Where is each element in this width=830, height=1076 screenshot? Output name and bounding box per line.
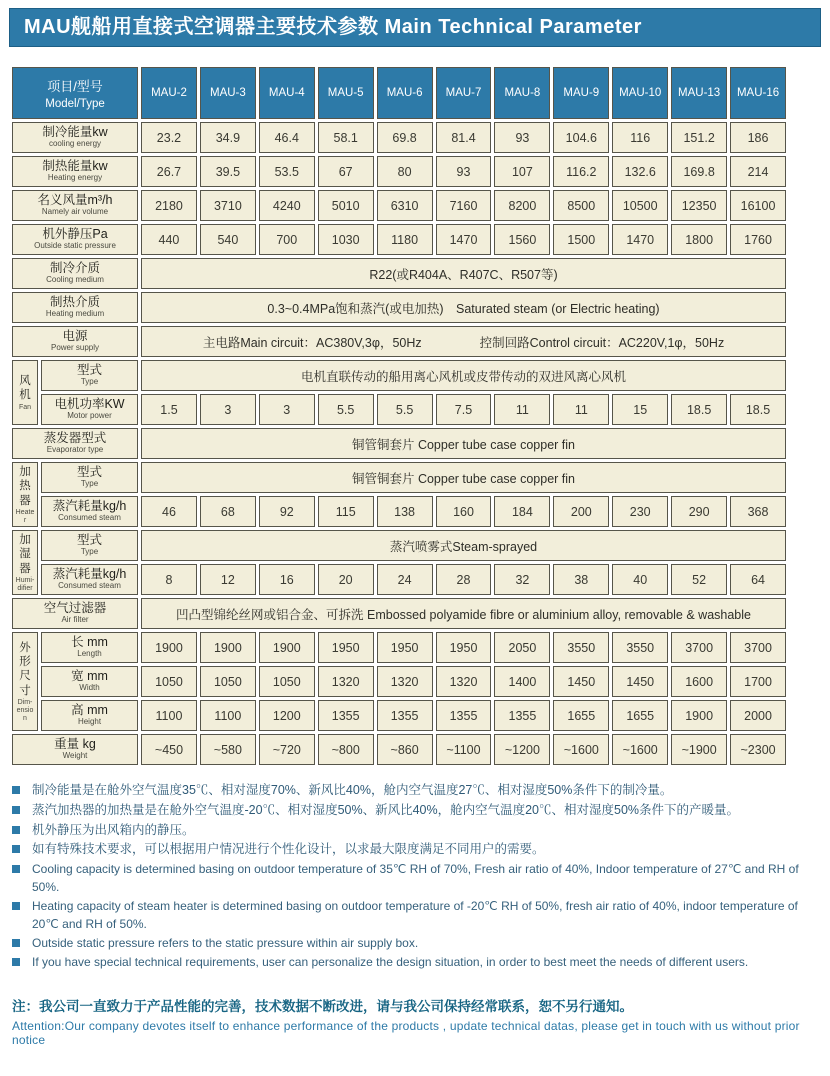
value-cell: 64 bbox=[730, 564, 786, 595]
table-row-heating-energy bbox=[12, 156, 786, 187]
value-cell: 1200 bbox=[259, 700, 315, 731]
row-label-zh: 蒸汽耗量kg/h bbox=[52, 499, 127, 514]
value-cell: 1355 bbox=[494, 700, 550, 731]
value-cell: 440 bbox=[141, 224, 197, 255]
value-cell: ~1200 bbox=[494, 734, 550, 765]
value-cell: 3 bbox=[259, 394, 315, 425]
row-label-zh: 制热能量kw bbox=[42, 159, 108, 174]
row-label-power-supply bbox=[12, 326, 138, 357]
value-cell: 16 bbox=[259, 564, 315, 595]
value-cell: ~2300 bbox=[730, 734, 786, 765]
value-cell: 1900 bbox=[200, 632, 256, 663]
table-row-cooling-medium bbox=[12, 258, 786, 289]
value-cell: 26.7 bbox=[141, 156, 197, 187]
footnote-item bbox=[9, 781, 821, 800]
value-cell: 10500 bbox=[612, 190, 668, 221]
value-cell: 290 bbox=[671, 496, 727, 527]
value-cell: 11 bbox=[494, 394, 550, 425]
value-cell: 1320 bbox=[318, 666, 374, 697]
row-label-fan-type bbox=[41, 360, 138, 391]
value-cell: 8500 bbox=[553, 190, 609, 221]
square-bullet-icon bbox=[12, 806, 20, 814]
value-cell: 1180 bbox=[377, 224, 433, 255]
model-header-mau8: MAU-8 bbox=[494, 67, 550, 119]
row-label-en: Type bbox=[80, 377, 99, 387]
value-cell: 81.4 bbox=[436, 122, 492, 153]
model-header-mau16: MAU-16 bbox=[730, 67, 786, 119]
value-cell: 1900 bbox=[141, 632, 197, 663]
power-supply-value bbox=[141, 326, 786, 357]
square-bullet-icon bbox=[12, 902, 20, 910]
evaporator-type-value: 铜管铜套片 Copper tube case copper fin bbox=[141, 428, 786, 459]
section-label-en: Humi-difier bbox=[15, 576, 35, 592]
value-cell: 32 bbox=[494, 564, 550, 595]
value-cell: 1355 bbox=[318, 700, 374, 731]
attention-note-zh: 注：我公司一直致力于产品性能的完善，技术数据不断改进，请与我公司保持经常联系，恕不另行通知。 bbox=[12, 999, 633, 1014]
row-label-static-pressure bbox=[12, 224, 138, 255]
footnote-text: Cooling capacity is determined basing on outdoor temperature of 35℃ RH of 70%, Fresh air ratio of 40%, Indoor temperature of 27℃ and RH of 50%. bbox=[32, 862, 799, 894]
square-bullet-icon bbox=[12, 786, 20, 794]
row-label-en: Power supply bbox=[50, 343, 100, 353]
value-cell: 11 bbox=[553, 394, 609, 425]
value-cell: 1.5 bbox=[141, 394, 197, 425]
value-cell: 23.2 bbox=[141, 122, 197, 153]
value-cell: 1050 bbox=[141, 666, 197, 697]
value-cell: 1500 bbox=[553, 224, 609, 255]
footnote-item bbox=[9, 801, 821, 820]
row-label-en: Namely air volume bbox=[41, 207, 109, 217]
row-label-en: Type bbox=[80, 479, 99, 489]
value-cell: 1950 bbox=[318, 632, 374, 663]
fan-type-value: 电机直联传动的船用离心风机或皮带传动的双进风离心风机 bbox=[141, 360, 786, 391]
footnote-text: Outside static pressure refers to the static pressure within air supply box. bbox=[32, 936, 419, 950]
row-label-zh: 蒸汽耗量kg/h bbox=[52, 567, 127, 582]
row-label-zh: 高 mm bbox=[71, 703, 108, 718]
page-title: MAU舰船用直接式空调器主要技术参数 Main Technical Parameter bbox=[9, 8, 821, 47]
footnote-item bbox=[9, 934, 821, 952]
row-label-width bbox=[41, 666, 138, 697]
model-header-mau3: MAU-3 bbox=[200, 67, 256, 119]
row-label-zh: 蒸发器型式 bbox=[43, 431, 107, 446]
footnote-item bbox=[9, 897, 821, 933]
value-cell: 1450 bbox=[612, 666, 668, 697]
row-label-cooling-medium bbox=[12, 258, 138, 289]
value-cell: ~580 bbox=[200, 734, 256, 765]
value-cell: 169.8 bbox=[671, 156, 727, 187]
row-label-zh: 重量 kg bbox=[54, 737, 96, 752]
value-cell: 5010 bbox=[318, 190, 374, 221]
value-cell: 1800 bbox=[671, 224, 727, 255]
value-cell: ~720 bbox=[259, 734, 315, 765]
section-label-heater bbox=[12, 462, 38, 527]
footnotes-list bbox=[9, 781, 821, 971]
value-cell: 3700 bbox=[730, 632, 786, 663]
row-label-humidifier-steam bbox=[41, 564, 138, 595]
footnote-item bbox=[9, 821, 821, 840]
model-header-mau6: MAU-6 bbox=[377, 67, 433, 119]
row-label-air-volume bbox=[12, 190, 138, 221]
model-header-mau13: MAU-13 bbox=[671, 67, 727, 119]
value-cell: 80 bbox=[377, 156, 433, 187]
value-cell: 1050 bbox=[200, 666, 256, 697]
section-label-zh: 加湿器 bbox=[19, 533, 31, 575]
value-cell: 1355 bbox=[436, 700, 492, 731]
value-cell: 186 bbox=[730, 122, 786, 153]
value-cell: 7.5 bbox=[436, 394, 492, 425]
row-label-zh: 名义风量m³/h bbox=[37, 193, 113, 208]
table-row-heater-type bbox=[12, 462, 786, 493]
table-row-evaporator-type bbox=[12, 428, 786, 459]
section-label-en: Fan bbox=[18, 403, 32, 411]
row-label-zh: 长 mm bbox=[71, 635, 108, 650]
row-label-cooling-energy bbox=[12, 122, 138, 153]
table-row-heater-steam bbox=[12, 496, 786, 527]
row-label-zh: 空气过滤器 bbox=[43, 601, 107, 616]
table-row-length bbox=[12, 632, 786, 663]
row-label-humidifier-type bbox=[41, 530, 138, 561]
value-cell: 1950 bbox=[377, 632, 433, 663]
value-cell: 1450 bbox=[553, 666, 609, 697]
value-cell: 1470 bbox=[436, 224, 492, 255]
model-header-mau2: MAU-2 bbox=[141, 67, 197, 119]
value-cell: 24 bbox=[377, 564, 433, 595]
value-cell: 540 bbox=[200, 224, 256, 255]
value-cell: 12 bbox=[200, 564, 256, 595]
value-cell: 52 bbox=[671, 564, 727, 595]
square-bullet-icon bbox=[12, 845, 20, 853]
row-label-evaporator-type bbox=[12, 428, 138, 459]
value-cell: 1655 bbox=[553, 700, 609, 731]
value-cell: 39.5 bbox=[200, 156, 256, 187]
row-label-zh: 电机功率KW bbox=[54, 397, 125, 412]
row-label-en: Consumed steam bbox=[58, 513, 121, 523]
value-cell: 93 bbox=[494, 122, 550, 153]
footnote-text: 蒸汽加热器的加热量是在舱外空气温度-20℃、相对湿度50%、新风比40%，舱内空气温度20℃、相对湿度50%条件下的产暖量。 bbox=[32, 802, 740, 817]
model-header-mau7: MAU-7 bbox=[436, 67, 492, 119]
value-cell: 138 bbox=[377, 496, 433, 527]
value-cell: 40 bbox=[612, 564, 668, 595]
row-label-en: Heating energy bbox=[47, 173, 103, 183]
value-cell: 1760 bbox=[730, 224, 786, 255]
value-cell: 15 bbox=[612, 394, 668, 425]
value-cell: 1030 bbox=[318, 224, 374, 255]
table-row-static-pressure bbox=[12, 224, 786, 255]
value-cell: ~1600 bbox=[612, 734, 668, 765]
value-cell: 38 bbox=[553, 564, 609, 595]
row-label-en: Motor power bbox=[67, 411, 112, 421]
value-cell: ~1100 bbox=[436, 734, 492, 765]
square-bullet-icon bbox=[12, 958, 20, 966]
row-label-zh: 型式 bbox=[77, 363, 103, 378]
attention-footer bbox=[12, 995, 821, 1047]
row-label-zh: 制冷能量kw bbox=[42, 125, 108, 140]
table-row-air-filter bbox=[12, 598, 786, 629]
value-cell: 5.5 bbox=[318, 394, 374, 425]
value-cell: 104.6 bbox=[553, 122, 609, 153]
value-cell: 1900 bbox=[671, 700, 727, 731]
value-cell: 68 bbox=[200, 496, 256, 527]
row-label-zh: 制热介质 bbox=[50, 295, 101, 310]
value-cell: ~1600 bbox=[553, 734, 609, 765]
row-label-en: cooling energy bbox=[48, 139, 102, 149]
footnote-text: 制冷能量是在舱外空气温度35℃、相对湿度70%、新风比40%，舱内空气温度27℃、相对湿度50%条件下的制冷量。 bbox=[32, 783, 673, 797]
value-cell: 116 bbox=[612, 122, 668, 153]
value-cell: 1950 bbox=[436, 632, 492, 663]
row-label-en: Length bbox=[77, 649, 102, 659]
table-row-motor-power bbox=[12, 394, 786, 425]
value-cell: 1655 bbox=[612, 700, 668, 731]
corner-label-en: Model/Type bbox=[45, 98, 105, 110]
heating-medium-value: 0.3~0.4MPa饱和蒸汽(或电加热) Saturated steam (or Electric heating) bbox=[141, 292, 786, 323]
section-label-fan bbox=[12, 360, 38, 425]
value-cell: 1320 bbox=[377, 666, 433, 697]
value-cell: 184 bbox=[494, 496, 550, 527]
row-label-en: Heating medium bbox=[45, 309, 105, 319]
row-label-height bbox=[41, 700, 138, 731]
row-label-zh: 制冷介质 bbox=[50, 261, 101, 276]
table-row-weight bbox=[12, 734, 786, 765]
footnote-text: 机外静压为出风箱内的静压。 bbox=[32, 822, 195, 837]
corner-header-cell bbox=[12, 67, 138, 119]
value-cell: 7160 bbox=[436, 190, 492, 221]
control-circuit-spec: 控制回路Control circuit：AC220V,1φ，50Hz bbox=[479, 335, 725, 350]
value-cell: 1100 bbox=[141, 700, 197, 731]
cooling-medium-value: R22(或R404A、R407C、R507等) bbox=[141, 258, 786, 289]
square-bullet-icon bbox=[12, 865, 20, 873]
value-cell: 151.2 bbox=[671, 122, 727, 153]
value-cell: 3700 bbox=[671, 632, 727, 663]
row-label-en: Weight bbox=[62, 751, 88, 761]
model-header-mau10: MAU-10 bbox=[612, 67, 668, 119]
value-cell: 1470 bbox=[612, 224, 668, 255]
value-cell: 1050 bbox=[259, 666, 315, 697]
value-cell: 92 bbox=[259, 496, 315, 527]
value-cell: 4240 bbox=[259, 190, 315, 221]
row-label-en: Consumed steam bbox=[58, 581, 121, 591]
footnote-text: Heating capacity of steam heater is determined basing on outdoor temperature of -20℃ RH of 50%, fresh air ratio of 40%, indoor temperature of 20℃ and RH of 50%. bbox=[32, 899, 798, 931]
value-cell: 230 bbox=[612, 496, 668, 527]
value-cell: 3550 bbox=[553, 632, 609, 663]
row-label-en: Air filter bbox=[61, 615, 89, 625]
model-header-mau9: MAU-9 bbox=[553, 67, 609, 119]
row-label-en: Evaporator type bbox=[46, 445, 104, 455]
footnote-text: 如有特殊技术要求，可以根据用户情况进行个性化设计，以求最大限度满足不同用户的需要。 bbox=[32, 842, 545, 857]
value-cell: 368 bbox=[730, 496, 786, 527]
row-label-length bbox=[41, 632, 138, 663]
row-label-en: Height bbox=[77, 717, 102, 727]
value-cell: 107 bbox=[494, 156, 550, 187]
section-label-humidifier bbox=[12, 530, 38, 595]
row-label-zh: 宽 mm bbox=[71, 669, 108, 684]
footnote-item bbox=[9, 860, 821, 896]
value-cell: 3710 bbox=[200, 190, 256, 221]
table-header-row bbox=[12, 67, 786, 119]
humidifier-type-value: 蒸汽喷雾式Steam-sprayed bbox=[141, 530, 786, 561]
value-cell: 1355 bbox=[377, 700, 433, 731]
value-cell: 46.4 bbox=[259, 122, 315, 153]
row-label-heater-steam bbox=[41, 496, 138, 527]
value-cell: 18.5 bbox=[671, 394, 727, 425]
table-row-width bbox=[12, 666, 786, 697]
main-circuit-spec: 主电路Main circuit：AC380V,3φ，50Hz bbox=[202, 335, 422, 350]
value-cell: 1900 bbox=[259, 632, 315, 663]
air-filter-value: 凹凸型锦纶丝网或铝合金、可拆洗 Embossed polyamide fibre or aluminium alloy, removable & washable bbox=[141, 598, 786, 629]
footnote-item bbox=[9, 840, 821, 859]
value-cell: 34.9 bbox=[200, 122, 256, 153]
section-label-en: Dim-ension bbox=[16, 699, 34, 722]
value-cell: ~800 bbox=[318, 734, 374, 765]
row-label-zh: 型式 bbox=[77, 533, 103, 548]
footnote-text: If you have special technical requirements, user can personalize the design situation, in order to best meet the needs of different users. bbox=[32, 955, 749, 969]
square-bullet-icon bbox=[12, 826, 20, 834]
table-row-cooling-energy bbox=[12, 122, 786, 153]
value-cell: 67 bbox=[318, 156, 374, 187]
row-label-zh: 电源 bbox=[62, 329, 88, 344]
value-cell: 6310 bbox=[377, 190, 433, 221]
row-label-en: Cooling medium bbox=[46, 275, 104, 285]
table-row-air-volume bbox=[12, 190, 786, 221]
value-cell: 20 bbox=[318, 564, 374, 595]
value-cell: 1600 bbox=[671, 666, 727, 697]
value-cell: 160 bbox=[436, 496, 492, 527]
row-label-zh: 型式 bbox=[77, 465, 103, 480]
value-cell: ~450 bbox=[141, 734, 197, 765]
value-cell: ~1900 bbox=[671, 734, 727, 765]
square-bullet-icon bbox=[12, 939, 20, 947]
table-row-heating-medium bbox=[12, 292, 786, 323]
value-cell: 46 bbox=[141, 496, 197, 527]
table-row-fan-type bbox=[12, 360, 786, 391]
attention-note-en: Attention:Our company devotes itself to enhance performance of the products , update technical datas, please get in touch with us without prior notice bbox=[12, 1019, 800, 1047]
table-row-height bbox=[12, 700, 786, 731]
table-row-power-supply bbox=[12, 326, 786, 357]
value-cell: 18.5 bbox=[730, 394, 786, 425]
value-cell: ~860 bbox=[377, 734, 433, 765]
heater-type-value: 铜管铜套片 Copper tube case copper fin bbox=[141, 462, 786, 493]
value-cell: 2000 bbox=[730, 700, 786, 731]
value-cell: 1400 bbox=[494, 666, 550, 697]
model-header-mau4: MAU-4 bbox=[259, 67, 315, 119]
value-cell: 53.5 bbox=[259, 156, 315, 187]
value-cell: 700 bbox=[259, 224, 315, 255]
value-cell: 1700 bbox=[730, 666, 786, 697]
corner-label-zh: 项目/型号 bbox=[47, 79, 103, 94]
row-label-en: Outside static pressure bbox=[34, 241, 116, 251]
value-cell: 5.5 bbox=[377, 394, 433, 425]
value-cell: 28 bbox=[436, 564, 492, 595]
value-cell: 1320 bbox=[436, 666, 492, 697]
value-cell: 12350 bbox=[671, 190, 727, 221]
section-label-zh: 外形尺寸 bbox=[19, 641, 31, 697]
value-cell: 116.2 bbox=[553, 156, 609, 187]
value-cell: 2050 bbox=[494, 632, 550, 663]
table-row-humidifier-steam bbox=[12, 564, 786, 595]
row-label-en: Type bbox=[80, 547, 99, 557]
value-cell: 214 bbox=[730, 156, 786, 187]
value-cell: 69.8 bbox=[377, 122, 433, 153]
row-label-motor-power bbox=[41, 394, 138, 425]
section-label-zh: 加热器 bbox=[19, 465, 31, 507]
row-label-zh: 机外静压Pa bbox=[42, 227, 108, 242]
value-cell: 8 bbox=[141, 564, 197, 595]
row-label-heater-type bbox=[41, 462, 138, 493]
section-label-zh: 风机 bbox=[19, 374, 31, 402]
row-label-air-filter bbox=[12, 598, 138, 629]
value-cell: 16100 bbox=[730, 190, 786, 221]
row-label-en: Width bbox=[79, 683, 100, 693]
value-cell: 2180 bbox=[141, 190, 197, 221]
technical-parameter-table bbox=[9, 64, 789, 768]
table-row-humidifier-type bbox=[12, 530, 786, 561]
value-cell: 3 bbox=[200, 394, 256, 425]
footnote-item bbox=[9, 953, 821, 971]
value-cell: 200 bbox=[553, 496, 609, 527]
value-cell: 132.6 bbox=[612, 156, 668, 187]
value-cell: 1560 bbox=[494, 224, 550, 255]
row-label-heating-medium bbox=[12, 292, 138, 323]
value-cell: 1100 bbox=[200, 700, 256, 731]
model-header-mau5: MAU-5 bbox=[318, 67, 374, 119]
row-label-weight bbox=[12, 734, 138, 765]
value-cell: 3550 bbox=[612, 632, 668, 663]
section-label-dimension bbox=[12, 632, 38, 731]
section-label-en: Heater bbox=[15, 508, 35, 524]
value-cell: 93 bbox=[436, 156, 492, 187]
value-cell: 58.1 bbox=[318, 122, 374, 153]
row-label-heating-energy bbox=[12, 156, 138, 187]
value-cell: 8200 bbox=[494, 190, 550, 221]
value-cell: 115 bbox=[318, 496, 374, 527]
